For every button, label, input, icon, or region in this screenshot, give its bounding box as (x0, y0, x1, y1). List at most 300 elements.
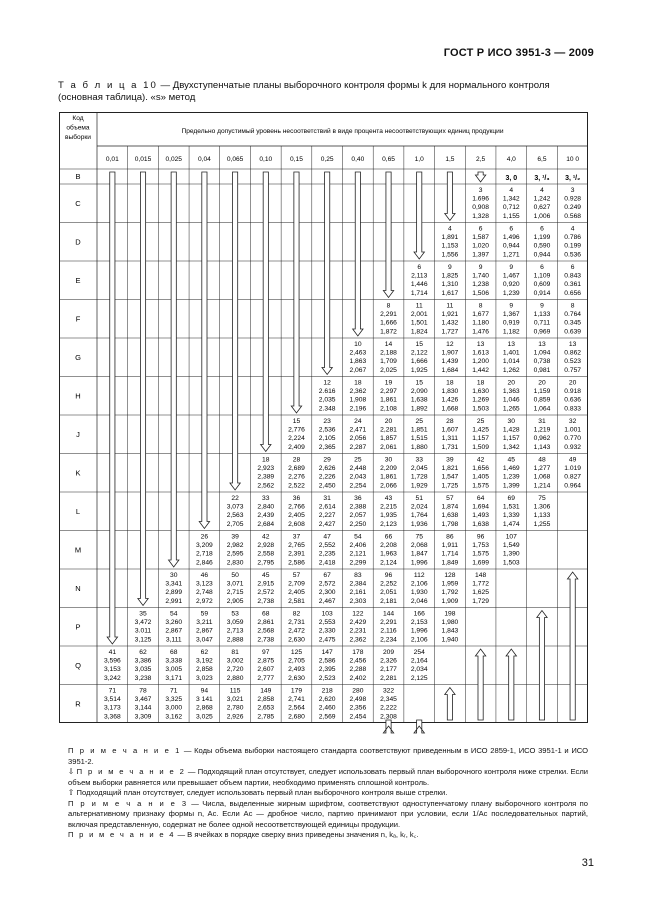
down-arrow-icon (107, 172, 117, 644)
cell-n-value: 15 (292, 418, 301, 425)
cell-k-value: 1,861 (380, 396, 397, 404)
cell-n-value: 6 (509, 225, 514, 233)
cell-k-value: 1,729 (472, 597, 489, 605)
cell-k-value: 2,108 (380, 405, 397, 413)
cell-k-value: 2,630 (288, 636, 305, 644)
cell-n-value: 67 (323, 572, 331, 579)
cell-n-value: 122 (352, 610, 364, 618)
cell-k-value: 2,536 (318, 426, 336, 434)
cell-k-value: 1,607 (441, 426, 459, 434)
cell-k-value: 2,209 (380, 465, 397, 473)
cell-k-value: 0.568 (564, 212, 582, 220)
cell-k-value: 2,224 (288, 435, 305, 443)
cell-n-value: 128 (444, 572, 456, 579)
cell-k-value: 2,620 (318, 696, 336, 704)
cell-k-value: 2,915 (257, 580, 275, 588)
cell-k-value: 1,821 (441, 465, 459, 473)
cell-k-value: 1,638 (410, 396, 428, 404)
cell-k-value: 1,921 (441, 311, 459, 319)
cell-k-value: 1,677 (472, 311, 489, 319)
cell-k-value: 2,288 (349, 666, 367, 674)
cell-k-value: 3,005 (165, 666, 183, 674)
cell-k-value: 2,475 (318, 636, 336, 644)
cell-k-value: 2,463 (349, 349, 367, 357)
cell-k-value: 2,384 (349, 580, 367, 588)
cell-k-value: 1,094 (533, 349, 551, 357)
down-arrow-icon (445, 172, 455, 221)
cell-n-value: 86 (446, 533, 454, 541)
cell-k-value: 1,399 (502, 482, 520, 490)
cell-k-value: 3,472 (134, 619, 152, 627)
cell-n-value: 322 (382, 687, 395, 695)
cell-k-value: 2,208 (380, 542, 397, 550)
down-arrow-icon (353, 172, 363, 336)
cell-n-value: 31 (538, 418, 546, 425)
cell-n-value: 37 (292, 533, 301, 541)
cell-n-value: 69 (507, 495, 516, 502)
cell-k-value: 2,923 (257, 465, 275, 473)
cell-k-value: 1,699 (472, 559, 489, 567)
cell-k-value: 3,123 (196, 580, 213, 588)
cell-k-value: 2,066 (380, 482, 397, 490)
cell-k-value: 1,200 (472, 358, 489, 366)
cell-n-value: 25 (354, 456, 362, 464)
cell-k-value: 2,405 (288, 512, 305, 520)
cell-k-value: 2,391 (288, 550, 305, 558)
code-C: C (75, 198, 81, 208)
cell-n-value: 18 (446, 379, 454, 387)
cell-n-value: 43 (384, 495, 393, 502)
cell-k-value: 3,260 (165, 619, 183, 627)
cell-k-value: 1,547 (441, 473, 459, 481)
cell-k-value: 1,909 (441, 597, 459, 605)
cell-k-value: 2,766 (288, 503, 305, 511)
caption-lead: Т а б л и ц а 10 (58, 80, 158, 91)
cell-k-value: 0.862 (564, 349, 582, 357)
cell-k-value: 2,448 (349, 465, 367, 473)
cell-k-value: 1,772 (472, 580, 489, 588)
cell-n-value: 83 (354, 572, 362, 579)
cell-k-value: 1,694 (472, 503, 489, 511)
row-b-plan: 3, 0 (505, 175, 518, 182)
cell-k-value: 2,106 (410, 636, 428, 644)
cell-n-value: 3 (478, 187, 483, 194)
note-1: П р и м е ч а н и е 1 — Коды объема выборки настоящего стандарта соответствуют приведенным в ИСО 2859-1, ИСО 3951-1 и ИСО 3951-2. (68, 746, 589, 766)
cell-n-value: 14 (384, 341, 393, 348)
cell-k-value: 2,867 (165, 627, 183, 635)
cell-k-value: 3,368 (103, 713, 121, 721)
aql-value-10: 0,65 (382, 156, 395, 163)
cell-k-value: 0,712 (502, 204, 520, 212)
cell-k-value: 1,469 (502, 465, 520, 473)
cell-n-value: 23 (323, 418, 331, 425)
aql-value-7: 0,15 (290, 156, 303, 163)
cell-n-value: 45 (262, 572, 270, 579)
cell-k-value: 0,859 (533, 396, 551, 404)
cell-n-value: 36 (354, 495, 362, 502)
cell-k-value: 2,123 (380, 520, 397, 528)
cell-k-value: 2,215 (380, 503, 397, 511)
aql-value-11: 1,0 (414, 156, 424, 163)
cell-k-value: 1.306 (533, 503, 551, 511)
cell-n-value: 25 (476, 418, 485, 425)
cell-n-value: 31 (323, 495, 331, 502)
aql-value-1: 0,01 (105, 156, 119, 163)
cell-k-value: 1.696 (472, 195, 489, 203)
cell-n-value: 66 (384, 533, 393, 541)
aql-header-label: Предельно допустимый уровень несоответствий в виде процента несоответствующих единиц продукции (181, 128, 504, 135)
cell-k-value: 2,653 (257, 704, 275, 712)
cell-k-value: 3,192 (196, 657, 213, 665)
down-arrow-icon (383, 172, 393, 298)
cell-n-value: 166 (413, 610, 425, 618)
cell-k-value: 2,471 (349, 426, 367, 434)
row-b-plan: 3, ¹/₂ (565, 175, 581, 182)
cell-k-value: 2,281 (380, 426, 397, 434)
cell-k-value: 2,250 (349, 520, 367, 528)
cell-k-value: 1,613 (472, 349, 489, 357)
cell-n-value: 15 (415, 341, 423, 348)
cell-k-value: 1,064 (533, 405, 551, 413)
cell-k-value: 0.928 (564, 195, 582, 203)
cell-k-value: 1,133 (533, 512, 551, 520)
cell-k-value: 1,666 (410, 358, 428, 366)
cell-k-value: 1,006 (533, 212, 551, 220)
cell-n-value: 4 (509, 187, 514, 194)
cell-k-value: 1.001 (564, 426, 582, 434)
cell-k-value: 0.361 (564, 281, 582, 289)
code-F: F (75, 314, 81, 324)
cell-k-value: 2,586 (318, 657, 336, 665)
code-R: R (75, 699, 81, 709)
cell-k-value: 1,467 (502, 272, 520, 280)
cell-k-value: 2,161 (349, 589, 367, 597)
cell-k-value: 2,067 (349, 366, 367, 374)
cell-k-value: 1,753 (472, 542, 489, 550)
cell-k-value: 1,014 (502, 358, 520, 366)
cell-k-value: 2,362 (349, 388, 367, 396)
cell-k-value: 2,689 (288, 465, 305, 473)
cell-k-value: 1,925 (410, 366, 428, 374)
cell-k-value: 2,297 (380, 388, 397, 396)
cell-k-value: 1,824 (410, 328, 428, 336)
cell-k-value: 3,238 (134, 674, 152, 682)
cell-k-value: 1,199 (533, 234, 551, 242)
cell-k-value: 1,155 (502, 212, 520, 220)
cell-n-value: 53 (231, 610, 239, 618)
cell-k-value: 1.019 (564, 465, 582, 473)
aql-value-9: 0,40 (351, 156, 365, 163)
cell-n-value: 49 (568, 456, 577, 464)
cell-k-value: 1,617 (441, 289, 459, 297)
cell-k-value: 2,439 (257, 512, 275, 520)
cell-k-value: 1,857 (380, 435, 397, 443)
cell-k-value: 2,626 (318, 465, 336, 473)
cell-k-value: 3,171 (165, 674, 183, 682)
cell-k-value: 1,476 (472, 328, 489, 336)
cell-k-value: 1,872 (380, 328, 397, 336)
cell-k-value: 2,713 (226, 627, 244, 635)
aql-value-5: 0,065 (226, 156, 244, 163)
code-K: K (75, 468, 81, 478)
cell-n-value: 20 (507, 379, 516, 387)
cell-n-value: 4 (570, 225, 575, 233)
cell-n-value: 30 (384, 456, 393, 464)
cell-k-value: 1,503 (502, 559, 520, 567)
cell-k-value: 2,395 (318, 666, 336, 674)
code-P: P (75, 622, 81, 632)
cell-k-value: 1,311 (441, 435, 459, 443)
cell-k-value: 2,899 (165, 589, 183, 597)
cell-k-value: 2,572 (318, 580, 336, 588)
cell-n-value: 51 (415, 495, 423, 502)
cell-k-value: 2,356 (349, 704, 367, 712)
cell-k-value: 0.918 (564, 388, 582, 396)
cell-k-value: 1,238 (472, 281, 489, 289)
cell-k-value: 3.011 (134, 627, 152, 635)
cell-k-value: 2,928 (257, 542, 275, 550)
caption-text: — Двухступенчатые планы выборочного контроля формы k для нормального контроля (основная таблица). «s» метод (58, 80, 550, 103)
cell-k-value: 1,929 (410, 482, 428, 490)
cell-k-value: 2,057 (349, 512, 367, 520)
table-caption (58, 80, 592, 104)
cell-k-value: 1,342 (502, 443, 520, 451)
cell-k-value: 2,409 (288, 443, 305, 451)
cell-k-value: 3,002 (226, 657, 244, 665)
cell-n-value: 71 (169, 687, 178, 695)
cell-k-value: 3,338 (165, 657, 183, 665)
cell-k-value: 2,523 (318, 674, 336, 682)
cell-k-value: 1,728 (410, 473, 428, 481)
down-arrow-icon: ⇩ (68, 767, 77, 776)
cell-n-value: 9 (540, 302, 544, 310)
cell-k-value: 0,711 (533, 319, 551, 327)
aql-value-2: 0,015 (134, 156, 152, 163)
cell-k-value: 1,339 (502, 512, 520, 520)
cell-k-value: 1,310 (441, 281, 459, 289)
cell-k-value: 1,428 (502, 426, 520, 434)
cell-n-value: 33 (415, 456, 423, 464)
cell-n-value: 42 (262, 533, 270, 541)
note-3: П р и м е ч а н и е 3 — Числа, выделенные жирным шрифтом, соответствуют одноступенчатому плану выборочного контроля по альтернативному признаку формы n, Ac. Если Ac — дробное число, партию принимают при условии, если 1/Ac последовательных партий, включая представленную, содержат не более одной несоответствующей единицы продукции. (68, 798, 589, 829)
cell-n-value: 18 (262, 456, 270, 464)
cell-k-value: 3,153 (103, 666, 121, 674)
cell-n-value: 78 (139, 687, 147, 695)
cell-k-value: 2,450 (318, 482, 336, 490)
cell-k-value: 2,608 (288, 520, 305, 528)
cell-k-value: 1,133 (533, 311, 551, 319)
down-arrow-icon (169, 172, 179, 567)
cell-n-value: 107 (505, 533, 517, 541)
cell-k-value: 0,627 (533, 204, 551, 212)
cell-n-value: 178 (352, 649, 364, 656)
cell-k-value: 2,326 (380, 657, 397, 665)
cell-k-value: 1,143 (533, 443, 551, 451)
cell-k-value: 0.639 (564, 328, 582, 336)
cell-k-value: 2,558 (257, 550, 275, 558)
cell-n-value: 39 (446, 456, 454, 464)
cell-k-value: 1,109 (533, 272, 551, 280)
down-arrow-icon (291, 172, 301, 413)
cell-k-value: 2,043 (349, 473, 367, 481)
cell-k-value: 3,341 (165, 580, 183, 588)
cell-k-value: 3,467 (134, 696, 152, 704)
cell-k-value: 2,362 (349, 636, 367, 644)
cell-k-value: 2,705 (288, 657, 305, 665)
cell-k-value: 2,680 (288, 713, 305, 721)
cell-n-value: 8 (478, 302, 483, 310)
cell-k-value: 1,830 (441, 388, 459, 396)
cell-n-value: 36 (292, 495, 301, 502)
cell-k-value: 2,402 (349, 674, 367, 682)
cell-n-value: 144 (382, 610, 395, 618)
cell-k-value: 3,309 (134, 713, 152, 721)
cell-n-value: 198 (444, 610, 456, 618)
code-D: D (75, 237, 81, 247)
cell-k-value: 2,406 (349, 542, 367, 550)
up-arrow-icon (445, 688, 455, 721)
cell-k-value: 2,785 (257, 713, 275, 721)
down-arrow-icon (230, 172, 240, 490)
cell-k-value: 2,164 (410, 657, 428, 665)
cell-k-value: 2,562 (257, 482, 275, 490)
cell-k-value: 2,125 (410, 674, 428, 682)
aql-value-16: 10 0 (566, 156, 580, 163)
cell-k-value: 1,731 (441, 443, 459, 451)
cell-k-value: 2,564 (288, 704, 305, 712)
cell-n-value: 24 (354, 418, 362, 425)
cell-k-value: 1,277 (533, 465, 551, 473)
cell-k-value: 1,068 (533, 473, 551, 481)
cell-k-value: 1,908 (349, 396, 367, 404)
cell-k-value: 2.348 (318, 405, 336, 413)
cell-n-value: 45 (507, 456, 516, 464)
cell-n-value: 33 (262, 495, 270, 502)
down-arrow-icon (414, 172, 424, 259)
cell-k-value: 3,059 (226, 619, 244, 627)
code-B: B (75, 172, 81, 181)
cell-k-value: 2,046 (410, 597, 428, 605)
cell-k-value: 2,124 (380, 559, 397, 567)
cell-k-value: 2,777 (257, 674, 275, 682)
cell-k-value: 1,630 (472, 388, 489, 396)
cell-k-value: 2,586 (288, 559, 305, 567)
cell-n-value: 13 (538, 341, 546, 348)
cell-k-value: 1,851 (410, 426, 428, 434)
cell-k-value: 2,880 (226, 674, 244, 682)
cell-k-value: 0.757 (564, 366, 582, 374)
cell-k-value: 1,182 (502, 328, 520, 336)
cell-k-value: 0.764 (564, 311, 582, 319)
cell-k-value: 1,907 (441, 349, 459, 357)
code-E: E (75, 275, 81, 285)
cell-n-value: 47 (323, 533, 331, 541)
cell-n-value: 42 (476, 456, 485, 464)
cell-k-value: 3,035 (134, 666, 152, 674)
cell-k-value: 2,569 (318, 713, 336, 721)
cell-k-value: 1,425 (472, 426, 489, 434)
cell-k-value: 1,935 (380, 512, 397, 520)
cell-k-value: 0,962 (533, 435, 551, 443)
cell-k-value: 1,638 (472, 520, 489, 528)
cell-k-value: 1,843 (441, 627, 459, 635)
cell-n-value: 32 (568, 418, 577, 425)
down-arrow-icon (475, 172, 485, 182)
note-4: П р и м е ч а н и е 4 — В ячейках в порядке сверху вниз приведены значения n, kₐ, kᵣ, k꜀. (68, 830, 419, 839)
cell-k-value: 2,846 (196, 559, 213, 567)
cell-k-value: 0.833 (564, 405, 582, 413)
cell-k-value: 2,227 (318, 512, 336, 520)
cell-k-value: 1,020 (472, 242, 489, 250)
cell-k-value: 2,888 (226, 636, 244, 644)
cell-n-value: 6 (478, 225, 483, 233)
cell-n-value: 6 (540, 264, 544, 271)
cell-n-value: 19 (384, 379, 393, 387)
aql-value-6: 0,10 (259, 156, 273, 163)
cell-k-value: 2,105 (318, 435, 336, 443)
cell-k-value: 1,214 (533, 482, 551, 490)
cell-k-value: 2,418 (318, 559, 336, 567)
up-arrow-icon (537, 611, 547, 721)
cell-k-value: 2,830 (226, 559, 244, 567)
cell-k-value: 3,047 (196, 636, 213, 644)
cell-k-value: 3,073 (226, 503, 244, 511)
code-Q: Q (75, 660, 81, 670)
cell-n-value: 30 (507, 418, 516, 425)
cell-k-value: 2,472 (288, 627, 305, 635)
code-G: G (75, 352, 81, 362)
cell-k-value: 2,720 (226, 666, 244, 674)
cell-n-value: 179 (290, 687, 303, 695)
cell-k-value: 3,386 (134, 657, 152, 665)
cell-k-value: 1,892 (410, 405, 428, 413)
cell-k-value: 2,365 (318, 443, 336, 451)
cell-n-value: 50 (231, 572, 239, 579)
aql-value-4: 0,04 (197, 156, 211, 163)
cell-n-value: 29 (323, 456, 331, 464)
cell-k-value: 1,157 (502, 435, 520, 443)
cell-k-value: 1,269 (472, 396, 489, 404)
cell-n-value: 209 (382, 649, 395, 656)
cell-k-value: 1,401 (502, 349, 520, 357)
code-H: H (75, 391, 81, 401)
cell-k-value: 1,575 (472, 482, 489, 490)
cell-k-value: 1,501 (410, 319, 428, 327)
cell-n-value: 4 (540, 187, 544, 194)
cell-k-value: 1,442 (472, 366, 489, 374)
cell-k-value: 2,875 (257, 657, 275, 665)
cell-k-value: 0,944 (533, 251, 551, 259)
cell-k-value: 3,242 (103, 674, 121, 682)
cell-k-value: 2,276 (288, 473, 305, 481)
cell-k-value: 0.786 (564, 234, 582, 242)
cell-k-value: 1,367 (502, 311, 520, 319)
cell-k-value: 2,254 (349, 482, 367, 490)
cell-k-value: 1,474 (502, 520, 520, 528)
cell-k-value: 2,389 (257, 473, 275, 481)
cell-k-value: 2,226 (318, 473, 336, 481)
cell-n-value: 254 (413, 649, 425, 656)
cell-k-value: 0,981 (533, 366, 551, 374)
cell-k-value: 3,125 (134, 636, 152, 644)
cell-k-value: 1,625 (472, 589, 489, 597)
cell-k-value: 3 141 (196, 696, 213, 704)
cell-n-value: 68 (169, 649, 178, 656)
cell-k-value: 1,891 (441, 234, 459, 242)
cell-k-value: 2,705 (226, 520, 244, 528)
cell-k-value: 1,911 (441, 542, 459, 550)
cell-k-value: 2,614 (318, 503, 336, 511)
